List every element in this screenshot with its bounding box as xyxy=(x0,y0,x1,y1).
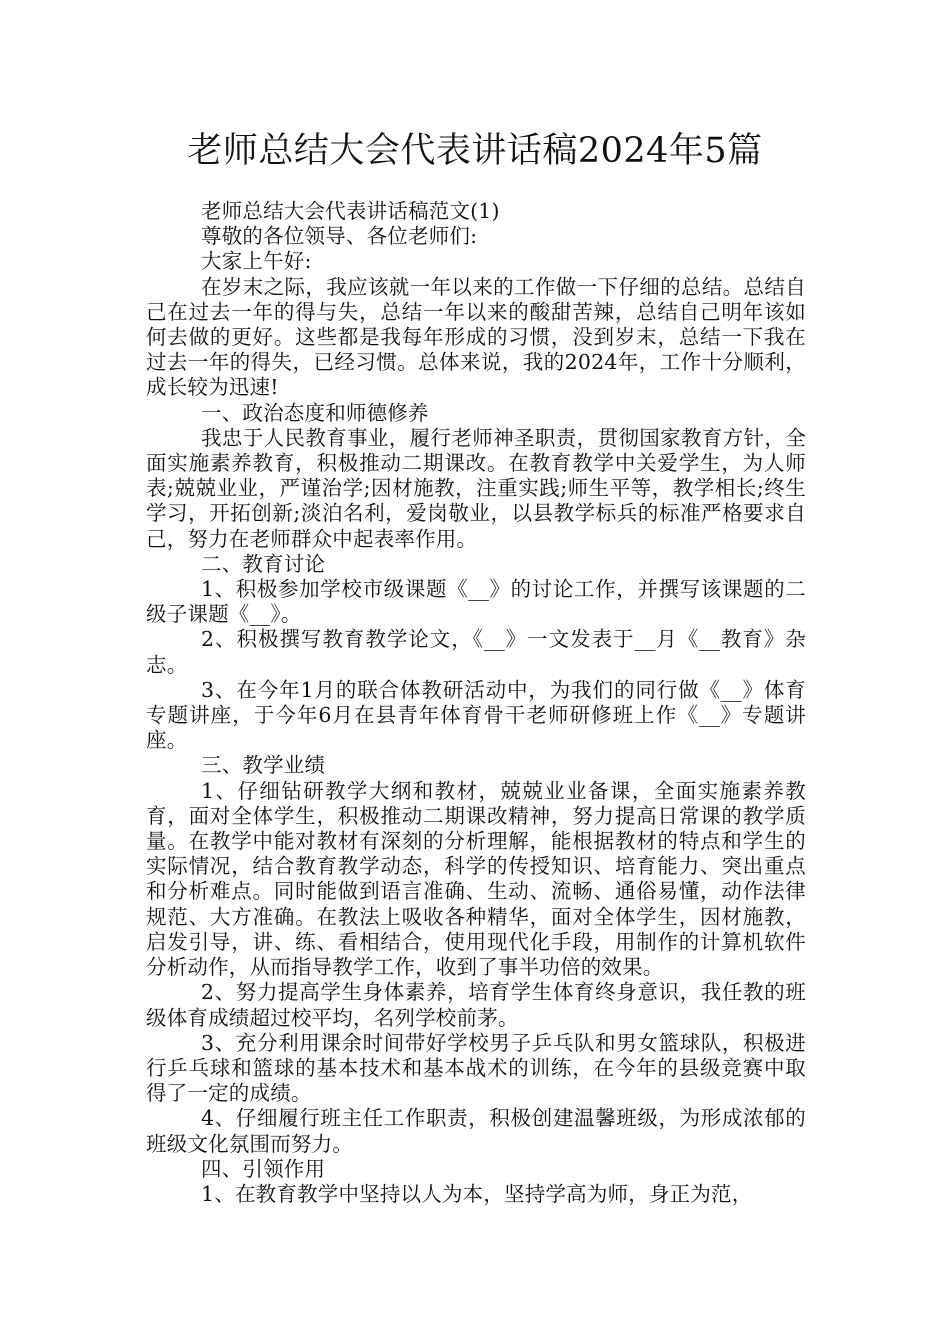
paragraph-performance-1: 1、仔细钻研教学大纲和教材，兢兢业业备课，全面实施素养教育，面对全体学生，积极推动二期课改精神，努力提高日常课的教学质量。在教学中能对教材有深刻的分析理解，能根据教材的特点和学生的实际情况，结合教育教学动态，科学的传授知识、培育能力、突出重点和分析难点。同时能做到语言准确、生动、流畅、通俗易懂，动作法律规范、大方准确。在教法上吸收各种精华，面对全体学生，因材施教，启发引导，讲、练、看相结合，使用现代化手段，用制作的计算机软件分析动作，从而指导教学工作，收到了事半功倍的效果。 xyxy=(146,778,806,980)
paragraph-ethics: 我忠于人民教育事业，履行老师神圣职责，贯彻国家教育方针，全面实施素养教育，积极推动二期课改。在教育教学中关爱学生，为人师表;兢兢业业，严谨治学;因材施教，注重实践;师生平等，教学相长;终生学习，开拓创新;淡泊名利，爱岗敬业，以县教学标兵的标准严格要求自己，努力在老师群众中起表率作用。 xyxy=(146,425,806,551)
paragraph-research-2: 2、积极撰写教育教学论文，《__》一文发表于__月《__教育》杂志。 xyxy=(146,627,806,677)
paragraph-research-1: 1、积极参加学校市级课题《__》的讨论工作，并撰写该课题的二级子课题《__》。 xyxy=(146,577,806,627)
paragraph-performance-2: 2、努力提高学生身体素养，培育学生体育终身意识，我任教的班级体育成绩超过校平均，名列学校前茅。 xyxy=(146,980,806,1030)
paragraph-salutation: 尊敬的各位领导、各位老师们: xyxy=(201,224,478,249)
paragraph-intro: 在岁末之际，我应该就一年以来的工作做一下仔细的总结。总结自己在过去一年的得与失，总结一年以来的酸甜苦辣，总结自己明年该如何去做的更好。这些都是我每年形成的习惯，没到岁末，总结一下我在过去一年的得失，已经习惯。总体来说，我的2024年，工作十分顺利，成长较为迅速! xyxy=(146,274,806,400)
paragraph-performance-4: 4、仔细履行班主任工作职责，积极创建温馨班级，为形成浓郁的班级文化氛围而努力。 xyxy=(146,1106,806,1156)
paragraph-research-3: 3、在今年1月的联合体教研活动中，为我们的同行做《__》体育专题讲座，于今年6月在县青年体育骨干老师研修班上作《__》专题讲座。 xyxy=(146,677,806,753)
section-heading-4: 四、引领作用 xyxy=(201,1156,326,1181)
paragraph-performance-3: 3、充分利用课余时间带好学校男子乒乓队和男女篮球队，积极进行乒乓球和篮球的基本技术和基本战术的训练，在今年的县级竞赛中取得了一定的成绩。 xyxy=(146,1030,806,1106)
document-body xyxy=(146,199,806,1207)
paragraph-leadership-1: 1、在教育教学中坚持以人为本，坚持学高为师，身正为范， xyxy=(201,1181,753,1206)
paragraph-heading-sample: 老师总结大会代表讲话稿范文(1) xyxy=(201,199,500,223)
document-title: 老师总结大会代表讲话稿2024年5篇 xyxy=(187,131,763,171)
section-heading-2: 二、教育讨论 xyxy=(201,551,326,576)
section-heading-1: 一、政治态度和师德修养 xyxy=(201,400,429,425)
section-heading-3: 三、教学业绩 xyxy=(201,753,326,778)
paragraph-greeting: 大家上午好: xyxy=(201,249,312,274)
